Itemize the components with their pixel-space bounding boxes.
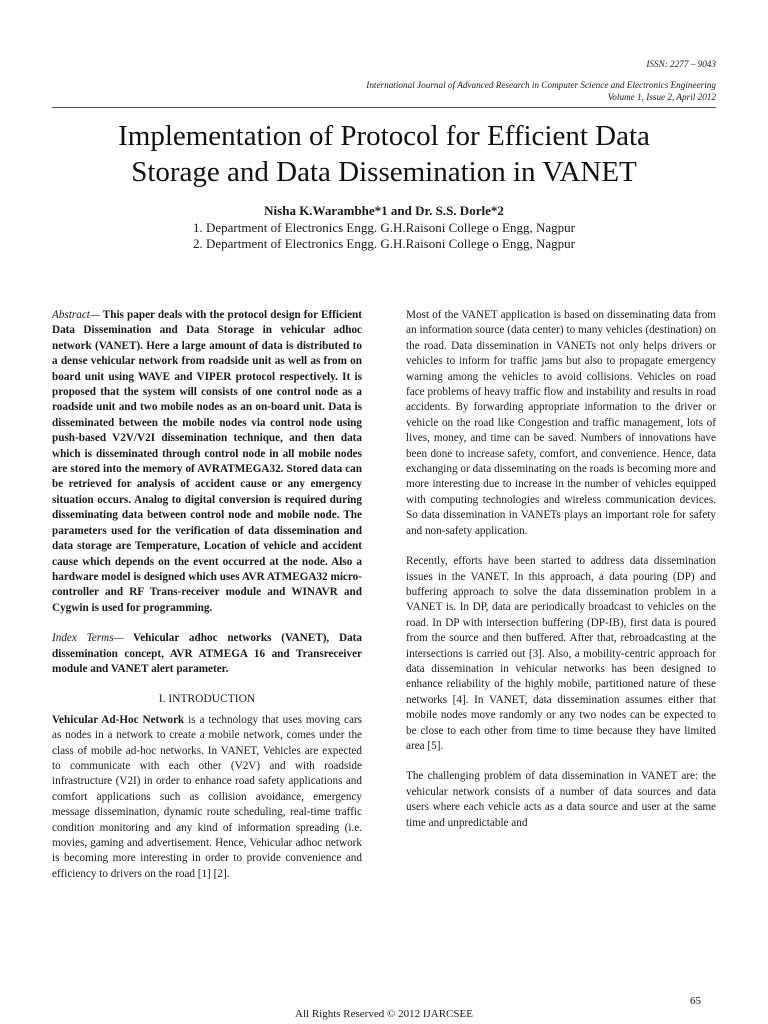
abstract-label: Abstract— — [52, 309, 100, 321]
paper-title — [40, 118, 728, 190]
index-terms-label: Index Terms— — [52, 632, 124, 645]
volume-issue: Volume 1, Issue 2, April 2012 — [607, 92, 716, 102]
affiliation-2: 2. Department of Electronics Engg. G.H.Raisoni College o Engg, Nagpur — [193, 236, 575, 251]
index-terms — [52, 631, 362, 677]
body-paragraph-3: The challenging problem of data dissemination in VANET are: the vehicular network consists of a number of data sources and data users where each vehicle acts as a data source and user at the same time and unpredictable and — [406, 770, 716, 829]
affiliation-1: 1. Department of Electronics Engg. G.H.Raisoni College o Engg, Nagpur — [193, 220, 575, 235]
issn-label: ISSN: 2277 – 9043 — [646, 59, 716, 69]
body-paragraph-2: Recently, efforts have been started to address data dissemination issues in the VANET. In this approach, a data pouring (DP) and buffering approach to solve the data dissemination problem in a VANET is. In DP, data are periodically broadcast to vehicles on the road. In DP with intersection buffering (DP-IB), first data is poured from the source and then buffered. After that, rebroadcasting at the intersections is carried out [3]. Also, a mobility-centric approach for data dissemination in vehicular networks has been designed to enhance reliability of the highly mobile, partitioned nature of these networks [4]. In VANET, data dissemination assumes either that mobile nodes move randomly or any two nodes can be expected to be close to each other from time to time because they have limited area [5]. — [406, 555, 716, 752]
body-paragraph-1: Most of the VANET application is based on disseminating data from an information source (data center) to many vehicles (destination) on the road. Data dissemination in VANETs not only helps drivers or vehicles to inform for traffic jams but also to propagate emergency warning among the vehicles to avoid collisions. Vehicles on road face problems of heavy traffic flow and instability and results in road accidents. By forwarding appropriate information to the driver or vehicle on the road like Congestion and traffic management, lots of lives, money, and time can be saved. Numbers of innovations have been done to increase safety, comfort, and convenience. Hence, data exchanging or data disseminating on the roads is becoming more and more interesting due to increase in the number of vehicles equipped with computing technologies and wireless communication devices. So data dissemination in VANETs plays an important role for safety and non-safety application. — [406, 309, 716, 537]
title-line-2: Storage and Data Dissemination in VANET — [131, 156, 637, 188]
abstract — [52, 308, 362, 616]
introduction-text: is a technology that uses moving cars as nodes in a network to create a mobile network, comes under the class of mobile ad-hoc networks. In VANET, Vehicles are expected to communicate with each other (V2V) and with roadside infrastructure (V2I) in order to enhance road safety applications and comfort applications such as collision avoidance, emergency message dissemination, dynamic route scheduling, real-time traffic condition monitoring and any kind of information spreading (i.e. movies, gaming and advertisement. Hence, Vehicular adhoc network is becoming more interesting in order to provide convenience and efficiency to drivers on the road [1] [2]. — [52, 713, 362, 880]
index-terms-text: Vehicular adhoc networks (VANET), Data dissemination concept, AVR ATMEGA 16 and Transreceiver module and VANET alert parameter. — [52, 632, 362, 675]
section-heading-introduction: I. INTRODUCTION — [158, 693, 256, 706]
abstract-text: This paper deals with the protocol design for Efficient Data Dissemination and Data Storage in vehicular adhoc network (VANET). Here a large amount of data is distributed to a dense vehicular network from roadside unit as well as from on board unit using WAVE and VIPER protocol respectively. It is proposed that the system will consists of one control node as a roadside unit and two mobile nodes as an on-board unit. Data is disseminated between the mobile nodes via control node using push-based V2V/V2I dissemination technique, and then data which is disseminated through control node in all mobile nodes are stored into the memory of AVRATMEGA32. Stored data can be retrieved for analysis of accident cause or any emergency situation occurs. Analog to digital conversion is required during disseminating data between control node and mobile node. The parameters used for the verification of data dissemination and data storage are Temperature, Location of vehicle and accident cause which depends on the event occurred at the node. Also a hardware model is designed which uses AVR ATMEGA32 micro-controller and RF Trans-receiver module and WINAVR and Cygwin is used for programming. — [52, 309, 362, 614]
introduction-lead: Vehicular Ad-Hoc Network — [52, 713, 185, 726]
author-list: Nisha K.Warambhe*1 and Dr. S.S. Dorle*2 — [264, 203, 504, 218]
page-number: 65 — [690, 995, 701, 1007]
copyright-footer: All Rights Reserved © 2012 IJARCSEE — [295, 1008, 473, 1020]
left-column — [52, 308, 362, 882]
right-column — [406, 308, 716, 846]
journal-name: International Journal of Advanced Research in Computer Science and Electronics Engineering — [366, 80, 716, 90]
title-line-1: Implementation of Protocol for Efficient Data — [118, 120, 650, 152]
header-divider — [52, 107, 716, 108]
introduction-paragraph — [52, 713, 362, 882]
